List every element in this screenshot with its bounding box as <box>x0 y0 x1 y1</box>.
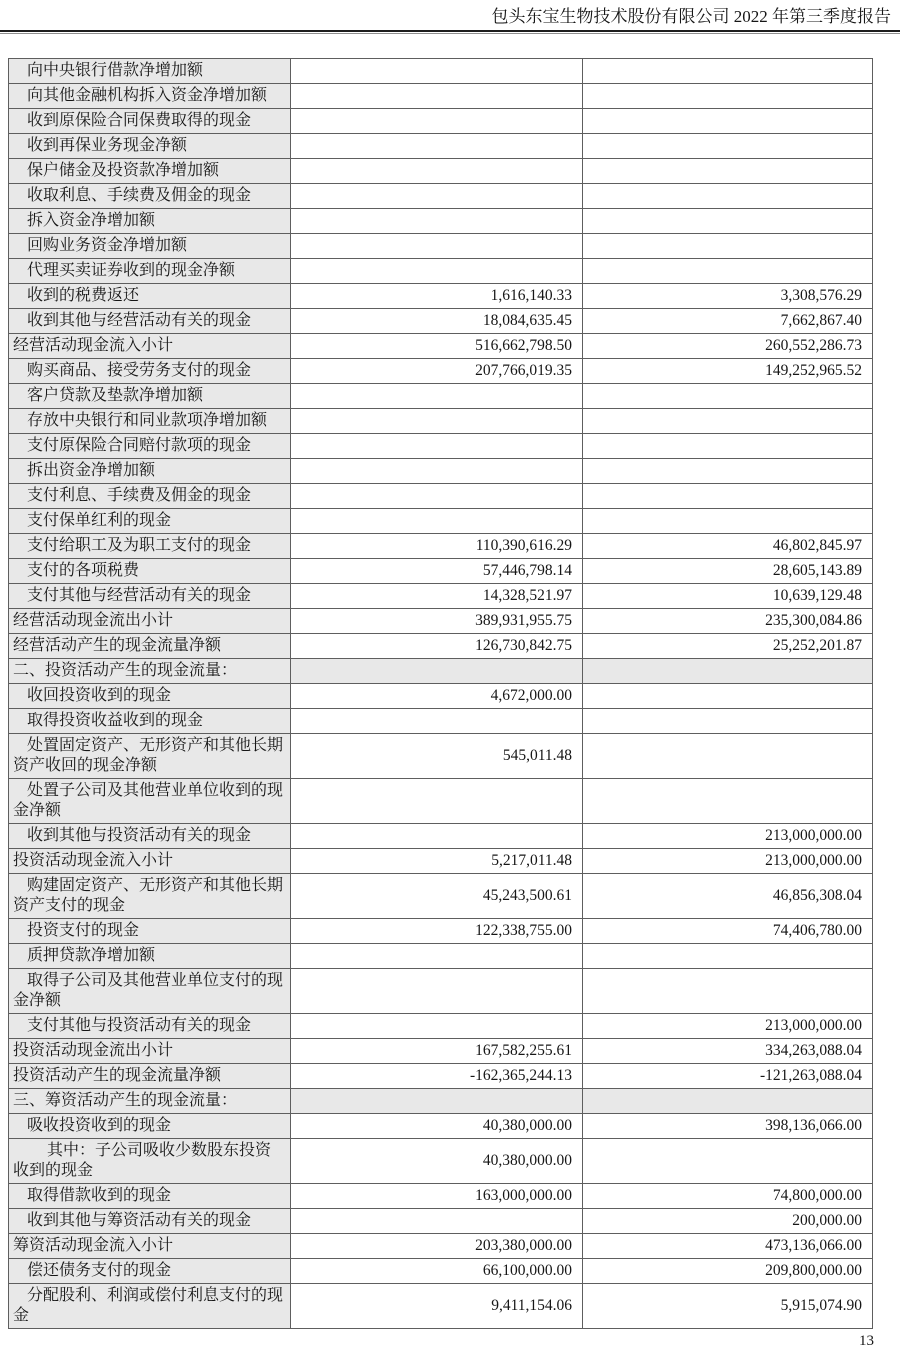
row-value-current-period <box>291 259 583 284</box>
row-label: 支付原保险合同赔付款项的现金 <box>9 434 291 459</box>
table-row <box>9 609 873 634</box>
row-value-prior-period: 25,252,201.87 <box>583 634 873 659</box>
table-row <box>9 874 873 919</box>
row-value-prior-period: 213,000,000.00 <box>583 1014 873 1039</box>
row-label: 回购业务资金净增加额 <box>9 234 291 259</box>
table-row <box>9 284 873 309</box>
row-label: 投资活动现金流入小计 <box>9 849 291 874</box>
table-row <box>9 584 873 609</box>
row-label: 取得子公司及其他营业单位支付的现金净额 <box>9 969 291 1014</box>
row-label: 取得借款收到的现金 <box>9 1184 291 1209</box>
table-row <box>9 969 873 1014</box>
row-label: 向其他金融机构拆入资金净增加额 <box>9 84 291 109</box>
row-value-prior-period <box>583 459 873 484</box>
row-value-prior-period <box>583 484 873 509</box>
row-label: 其中：子公司吸收少数股东投资收到的现金 <box>9 1139 291 1184</box>
table-row <box>9 634 873 659</box>
row-value-current-period: 40,380,000.00 <box>291 1139 583 1184</box>
row-label: 投资活动产生的现金流量净额 <box>9 1064 291 1089</box>
row-value-current-period <box>291 484 583 509</box>
row-label: 吸收投资收到的现金 <box>9 1114 291 1139</box>
table-row <box>9 849 873 874</box>
table-row <box>9 84 873 109</box>
table-row <box>9 1284 873 1329</box>
table-row <box>9 334 873 359</box>
row-value-prior-period <box>583 409 873 434</box>
row-label: 拆出资金净增加额 <box>9 459 291 484</box>
row-value-prior-period: 46,802,845.97 <box>583 534 873 559</box>
row-label: 代理买卖证券收到的现金净额 <box>9 259 291 284</box>
table-row <box>9 184 873 209</box>
row-value-prior-period: 74,406,780.00 <box>583 919 873 944</box>
row-value-prior-period <box>583 184 873 209</box>
table-row <box>9 384 873 409</box>
row-value-current-period <box>291 944 583 969</box>
row-value-prior-period <box>583 969 873 1014</box>
row-value-prior-period: 46,856,308.04 <box>583 874 873 919</box>
row-value-prior-period: 260,552,286.73 <box>583 334 873 359</box>
row-value-current-period <box>291 109 583 134</box>
page-header <box>0 0 900 30</box>
row-label: 支付的各项税费 <box>9 559 291 584</box>
row-label: 收回投资收到的现金 <box>9 684 291 709</box>
row-value-current-period <box>291 234 583 259</box>
row-value-prior-period <box>583 59 873 84</box>
table-row <box>9 309 873 334</box>
row-value-current-period <box>291 779 583 824</box>
row-value-prior-period <box>583 109 873 134</box>
row-value-prior-period: -121,263,088.04 <box>583 1064 873 1089</box>
row-value-current-period: 122,338,755.00 <box>291 919 583 944</box>
row-value-prior-period <box>583 1139 873 1184</box>
row-value-current-period: 163,000,000.00 <box>291 1184 583 1209</box>
row-label: 支付利息、手续费及佣金的现金 <box>9 484 291 509</box>
table-row <box>9 159 873 184</box>
row-value-current-period: 110,390,616.29 <box>291 534 583 559</box>
row-value-prior-period <box>583 779 873 824</box>
row-value-prior-period: 149,252,965.52 <box>583 359 873 384</box>
row-value-prior-period: 3,308,576.29 <box>583 284 873 309</box>
report-header-title: 包头东宝生物技术股份有限公司 2022 年第三季度报告 <box>491 7 891 26</box>
row-value-current-period: 167,582,255.61 <box>291 1039 583 1064</box>
table-row <box>9 734 873 779</box>
row-label: 收到其他与投资活动有关的现金 <box>9 824 291 849</box>
row-label: 二、投资活动产生的现金流量： <box>9 659 291 684</box>
row-label: 处置子公司及其他营业单位收到的现金净额 <box>9 779 291 824</box>
row-value-prior-period: 209,800,000.00 <box>583 1259 873 1284</box>
row-value-prior-period: 334,263,088.04 <box>583 1039 873 1064</box>
row-label: 经营活动产生的现金流量净额 <box>9 634 291 659</box>
table-row <box>9 259 873 284</box>
table-row <box>9 709 873 734</box>
row-value-prior-period: 213,000,000.00 <box>583 849 873 874</box>
table-row <box>9 1039 873 1064</box>
row-value-current-period <box>291 659 583 684</box>
row-value-current-period <box>291 209 583 234</box>
row-value-current-period: 4,672,000.00 <box>291 684 583 709</box>
row-value-current-period <box>291 1014 583 1039</box>
row-value-prior-period: 5,915,074.90 <box>583 1284 873 1329</box>
row-label: 保户储金及投资款净增加额 <box>9 159 291 184</box>
table-row <box>9 1259 873 1284</box>
table-row <box>9 134 873 159</box>
row-label: 收到其他与筹资活动有关的现金 <box>9 1209 291 1234</box>
header-rule-thick <box>0 30 900 32</box>
row-label: 处置固定资产、无形资产和其他长期资产收回的现金净额 <box>9 734 291 779</box>
row-label: 质押贷款净增加额 <box>9 944 291 969</box>
row-label: 支付其他与投资活动有关的现金 <box>9 1014 291 1039</box>
table-row <box>9 684 873 709</box>
row-value-current-period <box>291 969 583 1014</box>
row-value-prior-period <box>583 134 873 159</box>
table-row <box>9 59 873 84</box>
row-value-prior-period <box>583 944 873 969</box>
row-label: 支付保单红利的现金 <box>9 509 291 534</box>
row-value-prior-period: 473,136,066.00 <box>583 1234 873 1259</box>
row-value-current-period <box>291 709 583 734</box>
row-label: 三、筹资活动产生的现金流量： <box>9 1089 291 1114</box>
table-row <box>9 824 873 849</box>
row-value-current-period <box>291 59 583 84</box>
row-value-prior-period <box>583 434 873 459</box>
row-value-current-period: 40,380,000.00 <box>291 1114 583 1139</box>
row-label: 收到原保险合同保费取得的现金 <box>9 109 291 134</box>
row-value-current-period: 57,446,798.14 <box>291 559 583 584</box>
row-label: 偿还债务支付的现金 <box>9 1259 291 1284</box>
table-row <box>9 409 873 434</box>
row-label: 收取利息、手续费及佣金的现金 <box>9 184 291 209</box>
table-row <box>9 659 873 684</box>
row-value-prior-period <box>583 259 873 284</box>
table-row <box>9 459 873 484</box>
row-value-current-period: 545,011.48 <box>291 734 583 779</box>
row-value-current-period: 389,931,955.75 <box>291 609 583 634</box>
row-value-prior-period <box>583 684 873 709</box>
row-value-current-period: 5,217,011.48 <box>291 849 583 874</box>
row-label: 向中央银行借款净增加额 <box>9 59 291 84</box>
row-value-prior-period: 10,639,129.48 <box>583 584 873 609</box>
table-row <box>9 434 873 459</box>
row-value-current-period: 66,100,000.00 <box>291 1259 583 1284</box>
row-value-current-period <box>291 434 583 459</box>
row-value-prior-period: 235,300,084.86 <box>583 609 873 634</box>
row-value-current-period <box>291 509 583 534</box>
row-value-current-period <box>291 1089 583 1114</box>
row-value-prior-period <box>583 384 873 409</box>
row-value-current-period: 45,243,500.61 <box>291 874 583 919</box>
row-value-current-period <box>291 134 583 159</box>
row-label: 经营活动现金流出小计 <box>9 609 291 634</box>
table-row <box>9 944 873 969</box>
row-value-prior-period: 74,800,000.00 <box>583 1184 873 1209</box>
row-label: 分配股利、利润或偿付利息支付的现金 <box>9 1284 291 1329</box>
row-value-prior-period <box>583 1089 873 1114</box>
row-label: 收到再保业务现金净额 <box>9 134 291 159</box>
row-value-prior-period: 398,136,066.00 <box>583 1114 873 1139</box>
row-label: 收到的税费返还 <box>9 284 291 309</box>
table-row <box>9 1014 873 1039</box>
table-row <box>9 1184 873 1209</box>
table-row <box>9 509 873 534</box>
row-value-current-period: 203,380,000.00 <box>291 1234 583 1259</box>
row-label: 客户贷款及垫款净增加额 <box>9 384 291 409</box>
row-value-prior-period <box>583 234 873 259</box>
row-value-prior-period: 28,605,143.89 <box>583 559 873 584</box>
row-label: 存放中央银行和同业款项净增加额 <box>9 409 291 434</box>
row-value-prior-period <box>583 709 873 734</box>
row-value-current-period: -162,365,244.13 <box>291 1064 583 1089</box>
row-value-current-period: 9,411,154.06 <box>291 1284 583 1329</box>
row-value-current-period: 14,328,521.97 <box>291 584 583 609</box>
row-value-current-period <box>291 824 583 849</box>
row-value-prior-period: 7,662,867.40 <box>583 309 873 334</box>
table-row <box>9 534 873 559</box>
table-row <box>9 779 873 824</box>
row-value-current-period <box>291 409 583 434</box>
row-label: 拆入资金净增加额 <box>9 209 291 234</box>
row-label: 经营活动现金流入小计 <box>9 334 291 359</box>
row-value-prior-period <box>583 84 873 109</box>
table-row <box>9 1209 873 1234</box>
row-value-prior-period <box>583 509 873 534</box>
table-row <box>9 1139 873 1184</box>
cash-flow-table <box>8 58 873 1329</box>
row-value-prior-period: 200,000.00 <box>583 1209 873 1234</box>
row-value-prior-period <box>583 209 873 234</box>
row-value-current-period: 1,616,140.33 <box>291 284 583 309</box>
table-row <box>9 484 873 509</box>
row-value-prior-period: 213,000,000.00 <box>583 824 873 849</box>
row-label: 筹资活动现金流入小计 <box>9 1234 291 1259</box>
row-label: 支付给职工及为职工支付的现金 <box>9 534 291 559</box>
row-value-current-period: 126,730,842.75 <box>291 634 583 659</box>
row-value-current-period <box>291 84 583 109</box>
cash-flow-table-body <box>9 59 873 1329</box>
page-number: 13 <box>859 1333 874 1349</box>
table-row <box>9 1064 873 1089</box>
row-value-current-period: 18,084,635.45 <box>291 309 583 334</box>
row-value-current-period <box>291 159 583 184</box>
table-row <box>9 919 873 944</box>
row-value-prior-period <box>583 659 873 684</box>
row-value-current-period <box>291 384 583 409</box>
row-value-current-period: 516,662,798.50 <box>291 334 583 359</box>
row-value-current-period <box>291 1209 583 1234</box>
table-row <box>9 1114 873 1139</box>
table-row <box>9 559 873 584</box>
table-row <box>9 359 873 384</box>
header-rule-thin <box>0 33 900 34</box>
row-label: 取得投资收益收到的现金 <box>9 709 291 734</box>
row-value-current-period <box>291 459 583 484</box>
row-value-prior-period <box>583 734 873 779</box>
table-row <box>9 1089 873 1114</box>
table-row <box>9 1234 873 1259</box>
table-row <box>9 234 873 259</box>
row-label: 支付其他与经营活动有关的现金 <box>9 584 291 609</box>
row-label: 购买商品、接受劳务支付的现金 <box>9 359 291 384</box>
row-value-current-period: 207,766,019.35 <box>291 359 583 384</box>
table-row <box>9 109 873 134</box>
table-row <box>9 209 873 234</box>
row-value-prior-period <box>583 159 873 184</box>
row-label: 购建固定资产、无形资产和其他长期资产支付的现金 <box>9 874 291 919</box>
row-value-current-period <box>291 184 583 209</box>
row-label: 收到其他与经营活动有关的现金 <box>9 309 291 334</box>
row-label: 投资活动现金流出小计 <box>9 1039 291 1064</box>
row-label: 投资支付的现金 <box>9 919 291 944</box>
